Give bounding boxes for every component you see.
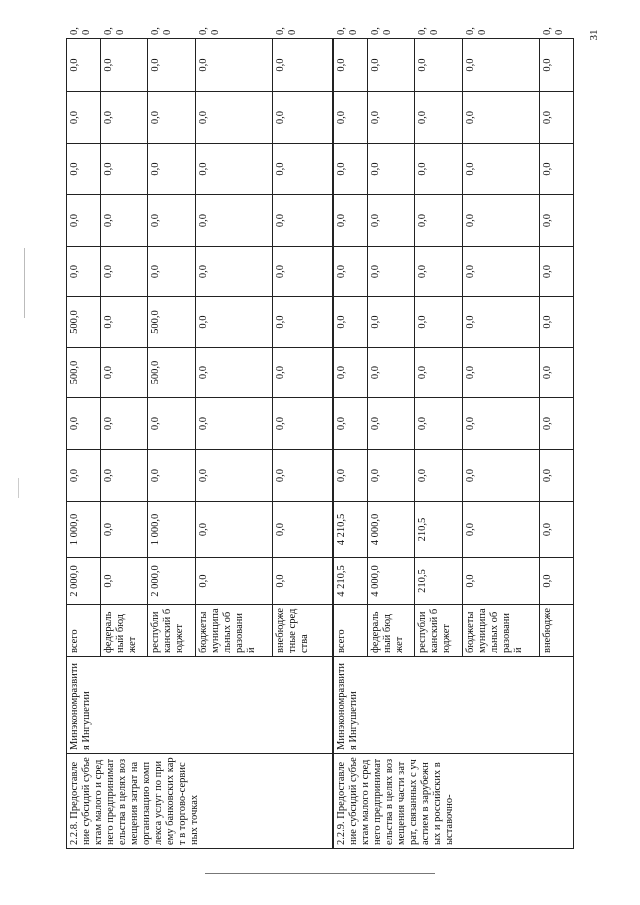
amount-cell: 0,0: [367, 398, 415, 450]
amount-cell: 0,0: [415, 39, 463, 92]
amount-cell: 0,0: [367, 348, 415, 398]
amount-cell: 0,0: [462, 558, 540, 605]
amount-cell: 0,0: [148, 195, 196, 247]
amount-cell: 0,0: [415, 92, 463, 144]
amount-cell: 0,0: [415, 297, 463, 348]
amount-cell: 0,0: [333, 297, 367, 348]
executor-cell: Минэкономразвития Ингушетии: [67, 657, 333, 754]
amount-cell: 0,0: [100, 502, 148, 558]
amount-cell: 210,5: [415, 558, 463, 605]
amount-cell: 0,0: [540, 450, 574, 502]
amount-cell: 0,0: [333, 144, 367, 195]
amount-cell: 0,0: [367, 144, 415, 195]
amount-cell: 0,0: [100, 348, 148, 398]
funding-source-cell: федеральный бюджет: [367, 605, 415, 657]
amount-cell: 0,0: [67, 92, 101, 144]
amount-cell: 0,0: [540, 39, 574, 92]
amount-cell: 0,0: [67, 39, 101, 92]
amount-cell: 0,0: [273, 558, 333, 605]
amount-cell: 0,0: [367, 297, 415, 348]
amount-cell: 1 000,0: [67, 502, 101, 558]
amount-cell: 0,0: [100, 92, 148, 144]
amount-cell: 0,0: [100, 247, 148, 297]
amount-cell: 0,0: [67, 144, 101, 195]
amount-cell: 0,0: [100, 558, 148, 605]
amount-cell: 0,0: [100, 450, 148, 502]
amount-cell: 4 000,0: [367, 502, 415, 558]
amount-cell: 0,0: [195, 348, 273, 398]
amount-cell: 0,0: [367, 450, 415, 502]
amount-cell: 0,0: [540, 297, 574, 348]
amount-cell: 0,0: [540, 348, 574, 398]
funding-source-cell: внебюджетные средства: [273, 605, 333, 657]
amount-cell: 1 000,0: [148, 502, 196, 558]
amount-cell: 0,0: [273, 144, 333, 195]
funding-source-cell: внебюдже: [540, 605, 574, 657]
amount-cell: 0,0: [540, 502, 574, 558]
table-row: внебюдже 0,0 0,0 0,0 0,0 0,0 0,0 0,0 0,0 0,0 0,0 0,0 0,0: [540, 39, 574, 849]
table-row: федеральный бюджет 0,0 0,0 0,0 0,0 0,0 0,0 0,0 0,0 0,0 0,0 0,0 0,0: [100, 39, 148, 849]
funding-source-cell: бюджеты муниципальных образований: [195, 605, 273, 657]
funding-source-cell: всего: [67, 605, 101, 657]
amount-cell: 0,0: [148, 450, 196, 502]
amount-cell: 0,0: [195, 39, 273, 92]
amount-cell: 0,0: [195, 450, 273, 502]
funding-source-cell: бюджеты муниципальных образований: [462, 605, 540, 657]
amount-cell: 0,0: [195, 558, 273, 605]
amount-cell: 0,0: [195, 398, 273, 450]
scan-line: [205, 873, 435, 874]
table-row: 2.2.8. Предоставление субсидий субъектам малого и среднего предпринимательства в целях возмещения затрат на организацию комплекса услуг по приему банковских карт в торгово-сервисных точках Минэкономразвития Ингушетии всего 2 000,0 1 000,0 0,0 0,0 500,0 500,0 0,0 0,0 0,0 0,0 0,0 0,0: [67, 39, 101, 849]
amount-cell: 0,0: [333, 348, 367, 398]
table-row: бюджеты муниципальных образований 0,0 0,0 0,0 0,0 0,0 0,0 0,0 0,0 0,0 0,0 0,0 0,0: [462, 39, 540, 849]
amount-cell: 0,0: [333, 92, 367, 144]
amount-cell: 0,0: [462, 502, 540, 558]
amount-cell: 4 210,5: [333, 558, 367, 605]
executor-cell: Минэкономразвития Ингушетии: [333, 657, 574, 754]
table-row: внебюджетные средства 0,0 0,0 0,0 0,0 0,0 0,0 0,0 0,0 0,0 0,0 0,0 0,0: [273, 39, 333, 849]
rotated-table-container: [66, 27, 574, 849]
table-row: бюджеты муниципальных образований 0,0 0,0 0,0 0,0 0,0 0,0 0,0 0,0 0,0 0,0 0,0 0,0: [195, 39, 273, 849]
funding-source-cell: всего: [333, 605, 367, 657]
amount-cell: 0,0: [367, 195, 415, 247]
page-number: 31: [588, 29, 600, 41]
amount-cell: 0,0: [273, 195, 333, 247]
table-row: федеральный бюджет 4 000,0 4 000,0 0,0 0,0 0,0 0,0 0,0 0,0 0,0 0,0 0,0 0,0: [367, 39, 415, 849]
amount-cell: 0,0: [67, 398, 101, 450]
table-row: 2.2.9. Предоставление субсидий субъектам малого и среднего предпринимательства в целях возмещения части затрат, связанных с участием в зарубежных и российских выставочно- Минэкономразвития Ингушетии всего 4 210,5 4 210,5 0,0 0,0 0,0 0,0 0,0 0,0 0,0 0,0 0,0 0,0: [333, 39, 367, 849]
funding-source-cell: федеральный бюджет: [100, 605, 148, 657]
amount-cell: 0,0: [273, 297, 333, 348]
table-row: республиканский бюджет 210,5 210,5 0,0 0,0 0,0 0,0 0,0 0,0 0,0 0,0 0,0 0,0: [415, 39, 463, 849]
amount-cell: 4 210,5: [333, 502, 367, 558]
amount-cell: 0,0: [333, 195, 367, 247]
amount-cell: 0,0: [540, 247, 574, 297]
amount-cell: 0,0: [273, 92, 333, 144]
amount-cell: 0,0: [195, 92, 273, 144]
amount-cell: 0,0: [415, 348, 463, 398]
amount-cell: 0,0: [195, 195, 273, 247]
amount-cell: 0,0: [462, 39, 540, 92]
amount-cell: 0,0: [462, 348, 540, 398]
amount-cell: 0,0: [67, 247, 101, 297]
amount-cell: 0,0: [195, 144, 273, 195]
financing-table: [66, 27, 574, 849]
amount-cell: 500,0: [148, 348, 196, 398]
amount-cell: 0,0: [367, 92, 415, 144]
amount-cell: 0,0: [273, 502, 333, 558]
amount-cell: 0,0: [367, 39, 415, 92]
funding-source-cell: республиканский бюджет: [148, 605, 196, 657]
amount-cell: 0,0: [148, 247, 196, 297]
amount-cell: 0,0: [100, 144, 148, 195]
amount-cell: 0,0: [333, 247, 367, 297]
amount-cell: 0,0: [415, 195, 463, 247]
amount-cell: 500,0: [67, 348, 101, 398]
amount-cell: 0,0: [148, 144, 196, 195]
amount-cell: 0,0: [100, 195, 148, 247]
amount-cell: 500,0: [148, 297, 196, 348]
amount-cell: 0,0: [273, 450, 333, 502]
amount-cell: 0,0: [273, 398, 333, 450]
amount-cell: 0,0: [540, 558, 574, 605]
amount-cell: 0,0: [148, 398, 196, 450]
amount-cell: 500,0: [67, 297, 101, 348]
amount-cell: 0,0: [148, 92, 196, 144]
funding-source-cell: республиканский бюджет: [415, 605, 463, 657]
amount-cell: 0,0: [273, 247, 333, 297]
amount-cell: 0,0: [462, 398, 540, 450]
amount-cell: 210,5: [415, 502, 463, 558]
amount-cell: 0,0: [195, 297, 273, 348]
amount-cell: 2 000,0: [148, 558, 196, 605]
scan-edge-mark: [24, 248, 25, 318]
amount-cell: 0,0: [100, 398, 148, 450]
amount-cell: 0,0: [540, 144, 574, 195]
amount-cell: 0,0: [367, 247, 415, 297]
amount-cell: 0,0: [333, 398, 367, 450]
amount-cell: 0,0: [540, 195, 574, 247]
amount-cell: 0,0: [195, 502, 273, 558]
activity-name-cell: 2.2.9. Предоставление субсидий субъектам малого и среднего предпринимательства в целях возмещения части затрат, связанных с участием в зарубежных и российских выставочно-: [333, 754, 574, 849]
amount-cell: 0,0: [462, 195, 540, 247]
amount-cell: 0,0: [100, 39, 148, 92]
amount-cell: 0,0: [148, 39, 196, 92]
amount-cell: 0,0: [462, 297, 540, 348]
amount-cell: 0,0: [462, 450, 540, 502]
amount-cell: 0,0: [67, 450, 101, 502]
amount-cell: 0,0: [540, 92, 574, 144]
amount-cell: 0,0: [273, 348, 333, 398]
amount-cell: 0,0: [273, 39, 333, 92]
amount-cell: 0,0: [462, 247, 540, 297]
amount-cell: 0,0: [100, 297, 148, 348]
amount-cell: 0,0: [415, 450, 463, 502]
amount-cell: 0,0: [462, 92, 540, 144]
table-row: республиканский бюджет 2 000,0 1 000,0 0,0 0,0 500,0 500,0 0,0 0,0 0,0 0,0 0,0 0,0: [148, 39, 196, 849]
activity-name-cell: 2.2.8. Предоставление субсидий субъектам малого и среднего предпринимательства в целях возмещения затрат на организацию комплекса услуг по приему банковских карт в торгово-сервисных точках: [67, 754, 333, 849]
amount-cell: 0,0: [540, 398, 574, 450]
amount-cell: 2 000,0: [67, 558, 101, 605]
amount-cell: 0,0: [415, 398, 463, 450]
amount-cell: 0,0: [462, 144, 540, 195]
scan-edge-mark: [18, 478, 19, 498]
amount-cell: 4 000,0: [367, 558, 415, 605]
amount-cell: 0,0: [415, 144, 463, 195]
amount-cell: 0,0: [333, 450, 367, 502]
amount-cell: 0,0: [333, 39, 367, 92]
amount-cell: 0,0: [195, 247, 273, 297]
amount-cell: 0,0: [415, 247, 463, 297]
amount-cell: 0,0: [67, 195, 101, 247]
